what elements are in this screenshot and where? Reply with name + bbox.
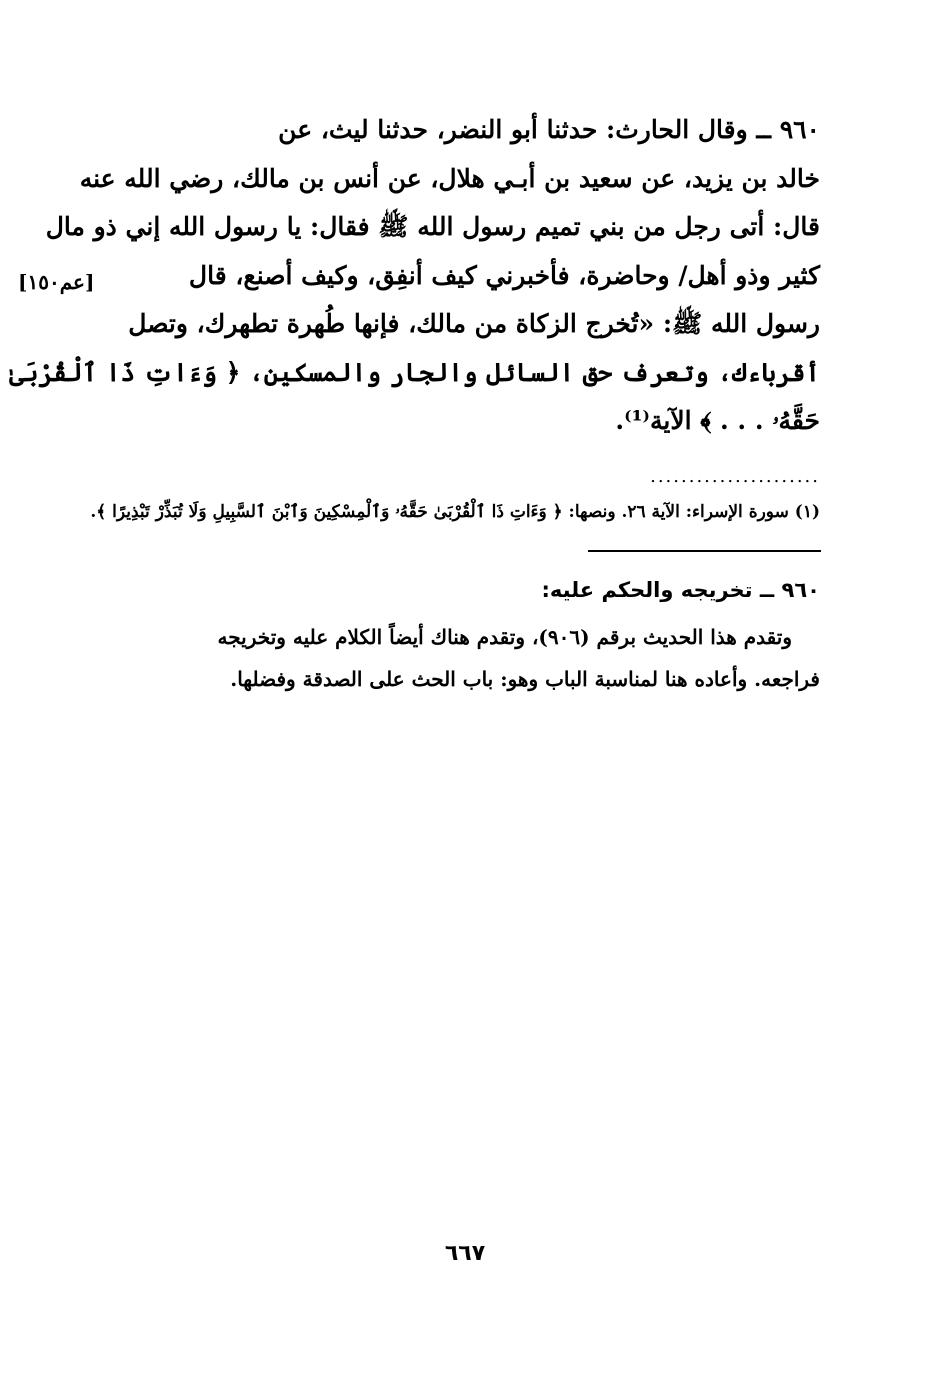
page-number: ٦٦٧ bbox=[444, 1241, 486, 1266]
takhrij-line: وتقدم هذا الحديث برقم (٩٠٦)، وتقدم هناك أيضاً الكلام عليه وتخريجه bbox=[217, 625, 792, 649]
takhrij-line: فراجعه. وأعاده هنا لمناسبة الباب وهو: باب الحث على الصدقة وفضلها. bbox=[230, 667, 820, 691]
footnote: (١) سورة الإسراء: الآية ٢٦. ونصها: ﴿ وَءَاتِ ذَا ٱلْقُرْبَىٰ حَقَّهُۥ وَٱلْمِسْكِينَ وَٱبْنَ ٱلسَّبِيلِ وَلَا تُبَذِّرْ تَبْذِيرًا ﴾. bbox=[90, 502, 820, 522]
hadith-line: أقرباءك، وتعرف حق السائل والجار والمسكين، ﴿ وَءَاتِ ذَا ٱلْقُرْبَىٰ bbox=[9, 357, 820, 387]
section-divider bbox=[588, 550, 821, 552]
takhrij-heading: ٩٦٠ ــ تخريجه والحكم عليه: bbox=[541, 578, 820, 602]
takhrij-text bbox=[98, 616, 820, 700]
hadith-line: خالد بن يزيد، عن سعيد بن أبـي هلال، عن أنس بن مالك، رضي الله عنه bbox=[79, 163, 820, 193]
hadith-line: كثير وذو أهل/ وحاضرة، فأخبرني كيف أنفِق، وكيف أصنع، قال bbox=[188, 260, 820, 290]
hadith-line: ٩٦٠ ــ وقال الحارث: حدثنا أبو النضر، حدثنا ليث، عن bbox=[278, 115, 820, 144]
footnote-separator: ...................... bbox=[650, 466, 820, 486]
hadith-line: حَقَّهُۥ . . . ﴾ الآية⁽¹⁾. bbox=[615, 406, 820, 435]
hadith-line: قال: أتى رجل من بني تميم رسول الله ﷺ فقال: يا رسول الله إني ذو مال bbox=[45, 212, 820, 241]
hadith-line: رسول الله ﷺ: «تُخرج الزكاة من مالك، فإنها طُهرة تطهرك، وتصل bbox=[128, 309, 820, 338]
manuscript-margin-note: [عم١٥٠] bbox=[18, 270, 95, 294]
